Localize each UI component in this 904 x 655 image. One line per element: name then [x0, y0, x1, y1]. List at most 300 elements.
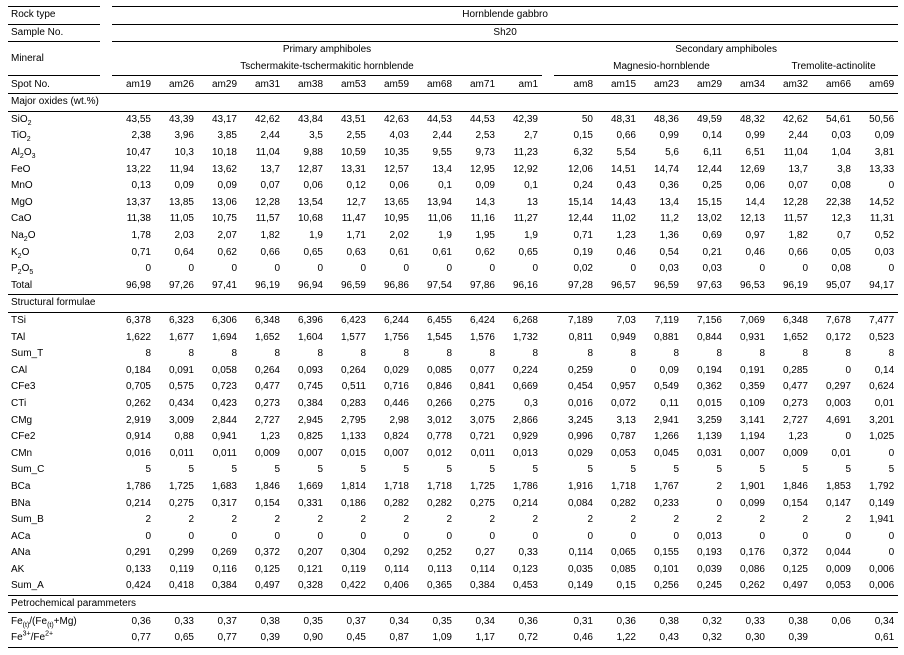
value-cell: 44,53 [426, 113, 452, 125]
value-cell: 3,8 [837, 163, 851, 175]
value-cell: 0 [231, 530, 237, 542]
value-cell: 0,88 [174, 431, 194, 443]
value-cell: 1,756 [383, 331, 409, 343]
value-cell: 1,95 [475, 230, 495, 242]
value-cell: 12,28 [254, 196, 280, 208]
value-cell: 0,058 [211, 364, 237, 376]
structural-row [8, 578, 898, 595]
value-cell: 10,47 [125, 147, 151, 159]
oxide-row [8, 211, 898, 228]
value-cell: 13,31 [340, 163, 366, 175]
value-cell: 0,113 [427, 563, 452, 575]
value-cell: 5 [446, 464, 452, 476]
value-cell: 0,32 [702, 615, 722, 627]
value-cell: 6,11 [703, 147, 722, 159]
value-cell: 3,141 [739, 414, 765, 426]
row-label: $Fe_{(t)}/(Fe_{(t)}+Mg)$ [11, 615, 77, 629]
value-cell: 13,54 [297, 196, 323, 208]
primary-group: Primary amphiboles [282, 44, 372, 56]
value-cell: 15,14 [567, 196, 593, 208]
gap [542, 630, 554, 647]
value-cell: 1,718 [383, 480, 409, 492]
value-cell: 9,55 [432, 147, 452, 159]
value-cell: 0,844 [696, 331, 722, 343]
value-cell: 0,33 [174, 615, 194, 627]
value-cell: 0 [489, 263, 495, 275]
row-label: ACa [11, 530, 31, 542]
value-cell: 95,07 [825, 279, 851, 291]
gap [542, 362, 554, 379]
structural-row [8, 346, 898, 363]
value-cell: 1,814 [340, 480, 366, 492]
value-cell: 96,59 [340, 279, 366, 291]
value-cell: 2 [231, 514, 237, 526]
gap [100, 261, 112, 278]
value-cell: 15,15 [696, 196, 722, 208]
gap [100, 178, 112, 195]
value-cell: 2 [673, 514, 679, 526]
value-cell: 3,075 [469, 414, 495, 426]
value-cell: 12,28 [782, 196, 808, 208]
value-cell: 0,155 [653, 547, 679, 559]
value-cell: 0,053 [610, 447, 636, 459]
value-cell: 13,33 [869, 163, 895, 175]
value-cell: 2,55 [346, 130, 366, 142]
value-cell: 0,05 [831, 246, 851, 258]
value-cell: 0,275 [469, 497, 495, 509]
value-cell: 0,62 [217, 246, 237, 258]
value-cell: 0,721 [469, 431, 495, 443]
gap [542, 346, 554, 363]
value-cell: 0,233 [653, 497, 679, 509]
gap [100, 630, 112, 647]
value-cell: 12,95 [469, 163, 495, 175]
value-cell: 0,811 [568, 331, 593, 343]
value-cell: 0,045 [653, 447, 679, 459]
gap [542, 178, 554, 195]
value-cell: 3,81 [874, 147, 895, 159]
value-cell: 2,919 [125, 414, 151, 426]
value-cell: 96,53 [739, 279, 765, 291]
value-cell: 11,57 [255, 213, 280, 225]
value-cell: 0,01 [874, 397, 895, 409]
value-cell: 0,006 [869, 563, 895, 575]
structural-row [8, 329, 898, 346]
value-cell: 0,09 [874, 130, 895, 142]
row-label: CTi [11, 397, 27, 409]
value-cell: 0,007 [739, 447, 765, 459]
structural-row [8, 379, 898, 396]
value-cell: 0,36 [518, 615, 538, 627]
value-cell: 11,02 [611, 213, 636, 225]
value-cell: 1,846 [782, 480, 808, 492]
section-label: Major oxides (wt.%) [8, 93, 898, 111]
value-cell: 8 [802, 348, 808, 360]
row-label: FeO [11, 163, 31, 175]
value-cell: 1,652 [782, 331, 808, 343]
gap [542, 495, 554, 512]
value-cell: 2,795 [340, 414, 366, 426]
value-cell: 0,06 [745, 180, 765, 192]
value-cell: 0,77 [198, 630, 241, 647]
value-cell: 1,683 [211, 480, 237, 492]
value-cell: 7,189 [567, 314, 593, 326]
value-cell: 8 [360, 348, 366, 360]
gap [542, 111, 554, 128]
value-cell: 0,71 [131, 246, 151, 258]
secondary-group: Secondary amphiboles [675, 44, 777, 56]
value-cell: 0,87 [370, 630, 413, 647]
value-cell: 0,009 [825, 563, 851, 575]
value-cell: 0,09 [217, 180, 237, 192]
value-cell: 42,62 [782, 113, 808, 125]
spot-header: am59 [370, 76, 413, 94]
value-cell: 0,37 [217, 615, 237, 627]
value-cell: 2,945 [297, 414, 323, 426]
value-cell: 0,362 [696, 381, 722, 393]
value-cell: 0,446 [383, 397, 409, 409]
row-label: BCa [11, 480, 31, 492]
value-cell: 42,39 [512, 113, 538, 125]
value-cell: 12,57 [383, 163, 409, 175]
gap [100, 278, 112, 295]
value-cell: 0,372 [254, 547, 280, 559]
value-cell: 10,68 [297, 213, 323, 225]
value-cell: 1,786 [125, 480, 151, 492]
value-cell: 0 [317, 263, 323, 275]
section-label: Petrochemical parammeters [8, 595, 898, 613]
gap [542, 445, 554, 462]
value-cell: 14,4 [745, 196, 765, 208]
value-cell: 0,031 [696, 447, 722, 459]
value-cell: 11,38 [126, 213, 151, 225]
value-cell: 14,3 [475, 196, 495, 208]
value-cell: 0,029 [567, 447, 593, 459]
value-cell: 0,477 [254, 381, 280, 393]
secondary-subgroup-1: Magnesio-hornblende [554, 59, 769, 76]
value-cell: 0,154 [782, 497, 808, 509]
gap [542, 261, 554, 278]
value-cell: 0,46 [745, 246, 765, 258]
value-cell: 0,43 [616, 180, 636, 192]
value-cell: 1,725 [168, 480, 194, 492]
value-cell: 0 [188, 530, 194, 542]
value-cell: 2,44 [260, 130, 280, 142]
value-cell: 0,34 [475, 615, 495, 627]
value-cell: 0,08 [831, 180, 851, 192]
value-cell: 13,06 [211, 196, 237, 208]
value-cell: 1,846 [254, 480, 280, 492]
value-cell: 2,727 [782, 414, 808, 426]
structural-row [8, 429, 898, 446]
value-cell: 2,98 [389, 414, 409, 426]
row-label: MnO [11, 180, 33, 192]
value-cell: 0,66 [788, 246, 808, 258]
gap [542, 462, 554, 479]
value-cell: 0,084 [567, 497, 593, 509]
value-cell: 5,54 [616, 147, 636, 159]
value-cell: 42,62 [254, 113, 280, 125]
value-cell: 5 [845, 464, 851, 476]
rock-type-value: Hornblende gabbro [112, 7, 898, 25]
row-label: TSi [11, 314, 26, 326]
gap [100, 76, 112, 94]
value-cell: 0 [845, 431, 851, 443]
row-label: BNa [11, 497, 31, 509]
value-cell: 0,101 [653, 563, 679, 575]
value-cell: 0,06 [389, 180, 409, 192]
value-cell: 0,62 [475, 246, 495, 258]
gap [100, 211, 112, 228]
structural-row [8, 445, 898, 462]
value-cell: 8 [845, 348, 851, 360]
gap [542, 312, 554, 329]
value-cell: 0,46 [554, 630, 597, 647]
value-cell: 12,92 [512, 163, 538, 175]
value-cell: 2 [317, 514, 323, 526]
value-cell: 2 [188, 514, 194, 526]
value-cell: 1,17 [456, 630, 499, 647]
value-cell: 1,853 [825, 480, 851, 492]
value-cell: 0,13 [131, 180, 151, 192]
gap [100, 562, 112, 579]
value-cell: 5 [532, 464, 538, 476]
gap [100, 362, 112, 379]
value-cell: 0 [630, 263, 636, 275]
value-cell: 0,114 [568, 547, 593, 559]
value-cell: 11,23 [513, 147, 538, 159]
value-cell: 0 [888, 447, 895, 459]
value-cell: 5 [630, 464, 636, 476]
row-label: $Fe^{3+}/Fe^{2+}$ [8, 630, 100, 647]
gap [542, 278, 554, 295]
gap [542, 59, 554, 76]
oxide-row [8, 278, 898, 295]
value-cell: 5 [360, 464, 366, 476]
spot-header: am69 [855, 76, 898, 94]
value-cell: 0,125 [254, 563, 280, 575]
value-cell: 0,43 [640, 630, 683, 647]
value-cell: 96,98 [125, 279, 151, 291]
value-cell: 1,652 [254, 331, 280, 343]
value-cell: 0,549 [653, 381, 679, 393]
value-cell: 0,66 [260, 246, 280, 258]
value-cell: 0,423 [211, 397, 237, 409]
value-cell: 1,025 [869, 431, 895, 443]
value-cell: 5 [403, 464, 409, 476]
value-cell: 13,65 [383, 196, 409, 208]
value-cell: 0,269 [211, 547, 237, 559]
gap [542, 195, 554, 212]
row-label: Total [11, 279, 33, 291]
value-cell: 0,825 [297, 431, 323, 443]
spot-label: Spot No. [8, 76, 100, 94]
value-cell: 2 [845, 514, 851, 526]
value-cell: 0,011 [212, 447, 237, 459]
value-cell: 1,792 [869, 480, 895, 492]
value-cell: 0,065 [610, 547, 636, 559]
value-cell: 0,15 [616, 580, 636, 592]
value-cell: 0,523 [869, 331, 895, 343]
value-cell: 12,87 [297, 163, 323, 175]
value-cell: 5 [673, 464, 679, 476]
value-cell: 0,24 [573, 180, 593, 192]
value-cell: 2 [716, 480, 722, 492]
gap [100, 24, 112, 42]
value-cell: 0,015 [696, 397, 722, 409]
value-cell: 0,016 [125, 447, 151, 459]
value-cell [812, 630, 855, 647]
value-cell: 0,1 [524, 180, 538, 192]
value-cell: 0,365 [426, 580, 452, 592]
value-cell: 8 [403, 348, 409, 360]
value-cell: 5,6 [665, 147, 679, 159]
value-cell: 0 [888, 547, 895, 559]
oxide-row [8, 111, 898, 128]
gap [100, 145, 112, 162]
value-cell: 0,015 [340, 447, 366, 459]
value-cell: 0,003 [825, 397, 851, 409]
value-cell: 0,63 [346, 246, 366, 258]
value-cell: 6,348 [254, 314, 280, 326]
value-cell: 0,511 [341, 381, 366, 393]
value-cell: 2 [360, 514, 366, 526]
structural-row [8, 412, 898, 429]
value-cell: 0,424 [125, 580, 151, 592]
value-cell: 97,26 [168, 279, 194, 291]
value-cell: 8 [317, 348, 323, 360]
value-cell: 6,323 [168, 314, 194, 326]
gap [100, 111, 112, 128]
value-cell: 94,17 [869, 279, 895, 291]
value-cell: 6,51 [745, 147, 765, 159]
value-cell: 0 [403, 263, 409, 275]
value-cell: 0 [274, 530, 280, 542]
value-cell: 1,36 [659, 230, 679, 242]
value-cell: 0,71 [573, 230, 593, 242]
value-cell: 14,43 [610, 196, 636, 208]
value-cell: 0 [630, 530, 636, 542]
value-cell: 0,011 [169, 447, 194, 459]
value-cell: 8 [888, 348, 895, 360]
value-cell: 0 [630, 364, 636, 376]
value-cell: 1,677 [168, 331, 194, 343]
value-cell: 1,139 [696, 431, 722, 443]
value-cell: 12,44 [696, 163, 722, 175]
value-cell: 0 [888, 530, 895, 542]
value-cell: 48,31 [610, 113, 636, 125]
value-cell: 0,093 [297, 364, 323, 376]
oxide-row [8, 128, 898, 145]
value-cell: 0,38 [659, 615, 679, 627]
value-cell: 13,4 [432, 163, 452, 175]
value-cell: 0,184 [125, 364, 151, 376]
spot-header: am8 [554, 76, 597, 94]
value-cell: 0,25 [702, 180, 722, 192]
value-cell: 14,74 [653, 163, 679, 175]
value-cell: 0,006 [869, 580, 895, 592]
value-cell: 10,3 [174, 147, 194, 159]
value-cell: 0,99 [745, 130, 765, 142]
value-cell: 1,732 [512, 331, 538, 343]
value-cell: 1,266 [653, 431, 679, 443]
value-cell: 5 [317, 464, 323, 476]
row-label: ANa [11, 547, 31, 559]
value-cell: 0,072 [610, 397, 636, 409]
value-cell: 0,497 [254, 580, 280, 592]
value-cell: 13,7 [260, 163, 280, 175]
value-cell: 1,78 [131, 230, 151, 242]
value-cell: 11,57 [783, 213, 808, 225]
value-cell: 0,03 [659, 263, 679, 275]
gap [542, 613, 554, 630]
spot-header: am23 [640, 76, 683, 94]
value-cell: 13,94 [426, 196, 452, 208]
gap [100, 7, 112, 25]
value-cell: 0,214 [512, 497, 538, 509]
value-cell: 0,09 [475, 180, 495, 192]
value-cell: 50 [581, 113, 593, 125]
value-cell: 0,275 [469, 397, 495, 409]
value-cell: 0 [759, 530, 765, 542]
gap [542, 562, 554, 579]
header-rock-type [8, 7, 898, 25]
value-cell: 0,214 [125, 497, 151, 509]
value-cell: 0,282 [610, 497, 636, 509]
gap [542, 578, 554, 595]
value-cell: 0,7 [837, 230, 851, 242]
gap [100, 495, 112, 512]
petro-row [8, 630, 898, 647]
gap [542, 512, 554, 529]
value-cell: 0,949 [610, 331, 636, 343]
value-cell: 11,05 [169, 213, 194, 225]
value-cell: 0,36 [616, 615, 636, 627]
structural-row [8, 479, 898, 496]
value-cell: 0,086 [739, 563, 765, 575]
value-cell: 0,099 [739, 497, 765, 509]
secondary-subgroup-2: Tremolite-actinolite [769, 59, 898, 76]
value-cell: 13,37 [125, 196, 151, 208]
value-cell: 0,669 [512, 381, 538, 393]
value-cell: 0,007 [383, 447, 409, 459]
value-cell: 0 [446, 263, 452, 275]
row-label: MgO [11, 196, 33, 208]
value-cell: 97,28 [567, 279, 593, 291]
value-cell: 96,19 [782, 279, 808, 291]
value-cell: 0,176 [739, 547, 765, 559]
gap [542, 412, 554, 429]
value-cell: 1,901 [739, 480, 765, 492]
value-cell: 0,01 [831, 447, 851, 459]
gap [100, 396, 112, 413]
value-cell: 1,577 [340, 331, 366, 343]
value-cell: 0,497 [782, 580, 808, 592]
value-cell: 0,266 [426, 397, 452, 409]
header-sample [8, 24, 898, 42]
value-cell: 0,1 [438, 180, 452, 192]
value-cell: 0,011 [470, 447, 495, 459]
value-cell: 0,19 [573, 246, 593, 258]
value-cell: 0,12 [346, 180, 366, 192]
row-label: Sum_A [11, 580, 44, 592]
row-label: Sum_T [11, 348, 44, 360]
value-cell: 0,053 [825, 580, 851, 592]
value-cell: 96,16 [512, 279, 538, 291]
value-cell: 5 [587, 464, 593, 476]
value-cell: 1,916 [567, 480, 593, 492]
row-label: CAl [11, 364, 28, 376]
